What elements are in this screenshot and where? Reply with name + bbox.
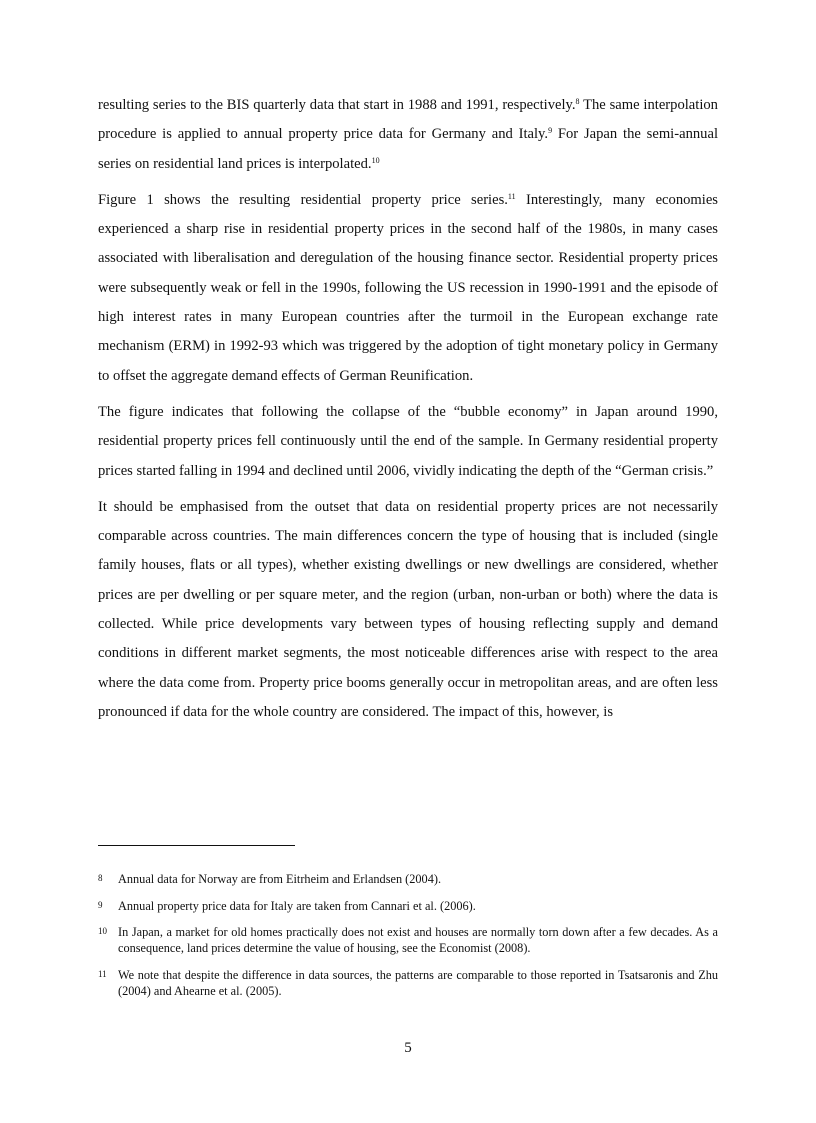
paragraph-4: It should be emphasised from the outset that data on residential property prices are not necessarily comparable across countries. The main differences concern the type of housing that is included (single family houses, flats or all types), whether existing dwellings or new dwellings are considered, whether prices are per dwelling or per square meter, and the region (urban, non-urban or both) where the data is collected. While price developments vary between types of housing reflecting supply and demand conditions in different market segments, the most noticeable differences arise with respect to the area where the data come from. Property price booms generally occur in metropolitan areas, and are often less pronounced if data for the whole country are considered. The impact of this, however, is (98, 498, 718, 720)
footnotes (98, 871, 718, 1009)
footnote-11 (98, 967, 718, 999)
footnote-text: Annual data for Norway are from Eitrheim and Erlandsen (2004). (118, 872, 442, 886)
footnote-text: We note that despite the difference in data sources, the patterns are comparable to those reported in Tsatsaronis and Zhu (2004) and Ahearne et al. (2005). (118, 967, 718, 998)
paragraph-2-part-b: Interestingly, many economies experienced a sharp rise in residential property prices in the second half of the 1980s, in many cases associated with liberalisation and deregulation of the housing finance sector. Residential property prices were subsequently weak or fell in the 1990s, following the US recession in 1990-1991 and the episode of high interest rates in many European countries after the turmoil in the European exchange rate mechanism (ERM) in 1992-93 which was triggered by the adoption of tight monetary policy in Germany to offset the aggregate demand effects of German Reunification. (98, 191, 718, 384)
footnote-number: 10 (98, 926, 107, 936)
footnote-number: 8 (98, 873, 103, 883)
page-number: 5 (404, 1040, 412, 1056)
paragraph-1 (98, 91, 718, 179)
footnote-8 (98, 871, 718, 887)
paragraph-2-part-a: Figure 1 shows the resulting residential property price series. (98, 191, 508, 208)
footnote-ref-9[interactable]: 9 (548, 126, 553, 136)
footnote-ref-10[interactable]: 10 (371, 155, 380, 165)
paragraph-1-part-b: The same interpolation procedure is applied to annual property price data for Germany and Italy. (98, 97, 718, 143)
footnote-number: 11 (98, 968, 107, 979)
footnote-9 (98, 898, 718, 914)
paragraph-2 (98, 186, 718, 391)
paragraph-1-part-a: resulting series to the BIS quarterly data that start in 1988 and 1991, respectively. (98, 97, 576, 113)
paragraph-1-part-c: For Japan the semi-annual series on residential land prices is interpolated. (98, 126, 719, 172)
footnote-number: 9 (98, 899, 103, 910)
footnote-10 (98, 924, 718, 956)
body-text (98, 91, 718, 734)
footnote-text: In Japan, a market for old homes practically does not exist and houses are normally torn down after a few decades. As a consequence, land prices determine the value of housing, see the Economist (2008). (118, 925, 718, 955)
footnote-ref-11[interactable]: 11 (507, 191, 516, 201)
footnote-ref-8[interactable]: 8 (575, 97, 580, 106)
footnote-separator (98, 845, 295, 846)
footnote-text: Annual property price data for Italy are taken from Cannari et al. (2006). (118, 898, 476, 913)
paragraph-3: The figure indicates that following the collapse of the “bubble economy” in Japan around 1990, residential property prices fell continuously until the end of the sample. In Germany residential property prices started falling in 1994 and declined until 2006, vividly indicating the depth of the “German crisis.” (98, 403, 718, 479)
